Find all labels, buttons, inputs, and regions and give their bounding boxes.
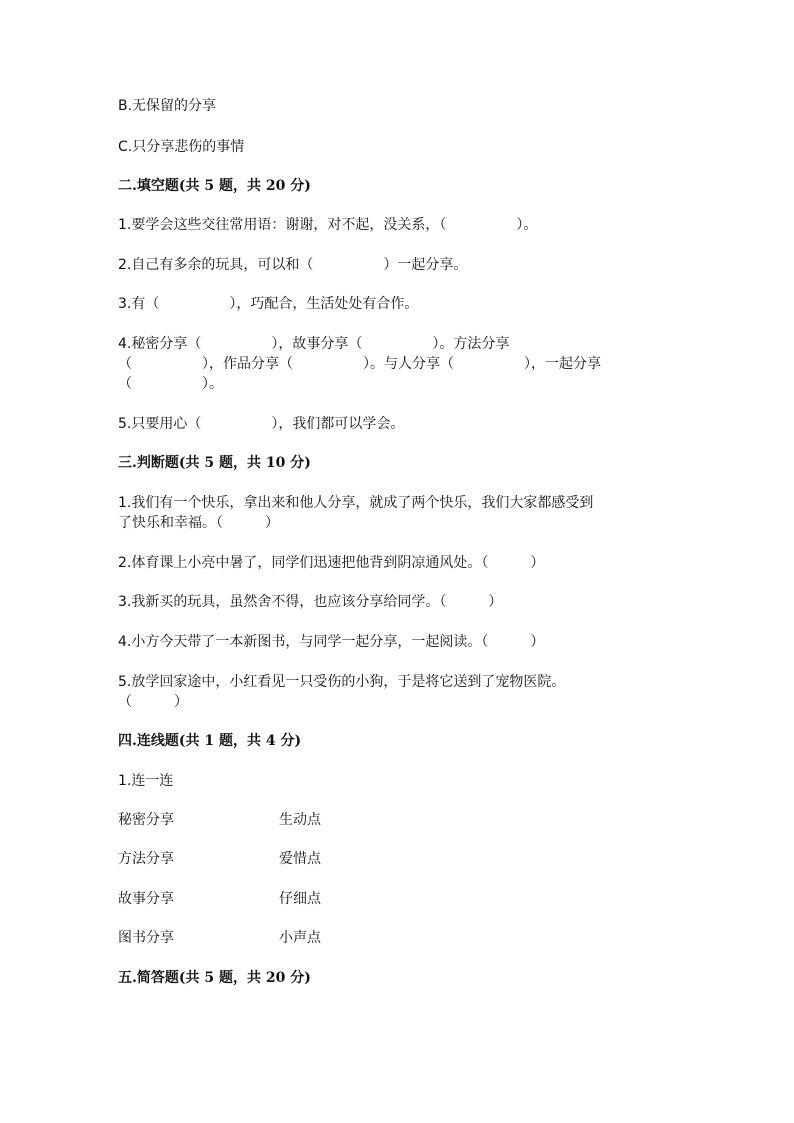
tf-question-1-line1: 1.我们有一个快乐，拿出来和他人分享，就成了两个快乐，我们大家都感受到 [118,495,594,511]
fill-question-2: 2.自己有多余的玩具，可以和（ ）一起分享。 [118,257,468,273]
section-heading-true-false: 三.判断题(共 5 题，共 10 分) [118,455,311,471]
match-left-item: 故事分享 [118,891,174,907]
tf-question-1-line2: 了快乐和幸福。（ ） [118,515,279,531]
fill-question-5: 5.只要用心（ ），我们都可以学会。 [118,416,405,432]
fill-question-4-line1: 4.秘密分享（ ），故事分享（ ）。方法分享 [118,336,510,352]
match-right-item: 仔细点 [279,891,321,907]
fill-question-3: 3.有（ ），巧配合，生活处处有合作。 [118,296,419,312]
matching-question-1: 1.连一连 [118,773,174,789]
section-heading-matching: 四.连线题(共 1 题，共 4 分) [118,733,302,749]
section-heading-short-answer: 五.简答题(共 5 题，共 20 分) [118,970,311,986]
option-c: C.只分享悲伤的事情 [118,139,245,155]
tf-question-5-line2: （ ） [118,694,188,710]
match-left-item: 秘密分享 [118,812,174,828]
fill-question-4-line2: （ ），作品分享（ ）。与人分享（ ），一起分享 [118,356,601,372]
option-b: B.无保留的分享 [118,98,217,114]
fill-question-1: 1.要学会这些交往常用语：谢谢，对不起，没关系，（ ）。 [118,217,538,233]
match-right-item: 爱惜点 [279,851,321,867]
match-left-item: 图书分享 [118,930,174,946]
section-heading-fill-in: 二.填空题(共 5 题，共 20 分) [118,178,311,194]
match-right-item: 生动点 [279,812,321,828]
fill-question-4-line3: （ ）。 [118,376,223,392]
tf-question-3: 3.我新买的玩具，虽然舍不得，也应该分享给同学。（ ） [118,594,503,610]
tf-question-2: 2.体育课上小亮中暑了，同学们迅速把他背到阴凉通风处。（ ） [118,555,545,571]
match-right-item: 小声点 [279,930,321,946]
tf-question-4: 4.小方今天带了一本新图书，与同学一起分享，一起阅读。（ ） [118,634,545,650]
match-left-item: 方法分享 [118,851,174,867]
tf-question-5-line1: 5.放学回家途中，小红看见一只受伤的小狗，于是将它送到了宠物医院。 [118,674,566,690]
